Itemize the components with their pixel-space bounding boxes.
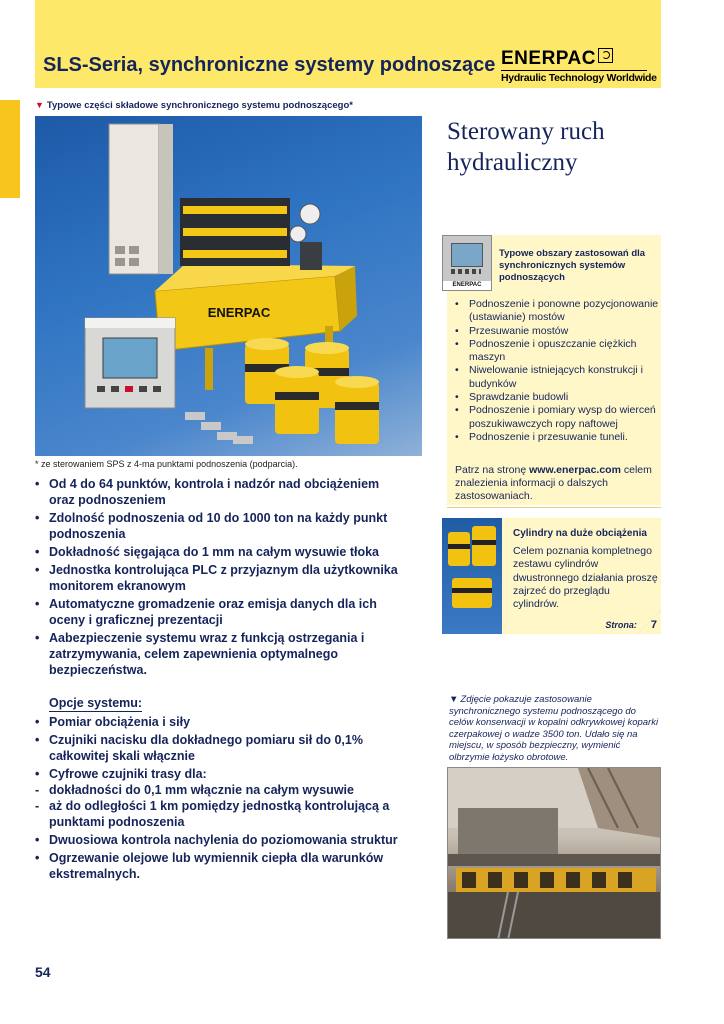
website-note: Patrz na stronę www.enerpac.com celem znalezienia informacji o dalszych zastosowaniach.: [455, 464, 652, 502]
sub-list-item: - aż do odległości 1 km pomiędzy jednostką kontrolującą a punktami podnoszenia: [35, 798, 407, 830]
list-item: • Od 4 do 64 punktów, kontrola i nadzór nad obciążeniem oraz podnoszeniem: [35, 476, 407, 508]
sub-list-item: - dokładności do 0,1 mm włącznie na całym wysuwie: [35, 782, 407, 798]
list-item: • Pomiar obciążenia i siły: [35, 714, 407, 730]
triangle-down-icon: ▼: [35, 100, 44, 110]
divider: [447, 507, 661, 508]
controller-thumbnail: [442, 235, 492, 291]
list-item: • Podnoszenie i przesuwanie tuneli.: [455, 431, 660, 444]
list-item: • Automatyczne gromadzenie oraz emisja danych dla ich oceny i graficznej prezentacji: [35, 596, 407, 628]
page-number: 54: [35, 964, 51, 980]
section-title: Sterowany ruch hydrauliczny: [447, 118, 605, 176]
list-item: • Jednostka kontrolująca PLC z przyjaznym dla użytkownika monitorem ekranowym: [35, 562, 407, 594]
list-item: [35, 766, 407, 830]
list-item: • Podnoszenie i pomiary wysp do wierceń poszukiwawczych ropy naftowej: [455, 404, 660, 431]
list-item: • Podnoszenie i opuszczanie ciężkich maszyn: [455, 338, 660, 365]
main-photo-caption: ▼ Typowe części składowe synchronicznego systemu podnoszącego*: [35, 100, 353, 111]
applications-heading: Typowe obszary zastosowań dla synchronicznych systemów podnoszących: [499, 248, 646, 283]
list-item: • Podnoszenie i ponowne pozycjonowanie (ustawianie) mostów: [455, 298, 660, 325]
list-item-label: Cyfrowe czujniki trasy dla:: [49, 767, 207, 781]
list-item: • Zdolność podnoszenia od 10 do 1000 ton na każdy punkt podnoszenia: [35, 510, 407, 542]
cylinder-group: [245, 338, 379, 444]
website-link[interactable]: www.enerpac.com: [529, 464, 621, 476]
cylinders-heading: Cylindry na duże obciążenia: [513, 528, 647, 539]
list-item: • Ogrzewanie olejowe lub wymiennik ciepła dla warunków ekstremalnych.: [35, 850, 407, 882]
sub-list: [49, 782, 407, 830]
main-photo: [35, 116, 422, 456]
mine-photo-caption: ▼ Zdjęcie pokazuje zastosowanie synchronicznego systemu podnoszącego do celów konserwacji w kopalni odkrywkowej koparki czerpakowej o wadze 3500 ton. Udało się na miejscu, w sposób bezpieczny, wymienić olbrzymie łożysko obrotowe.: [449, 694, 659, 763]
applications-box: [447, 235, 661, 505]
hydraulic-system-illustration: [35, 116, 422, 456]
options-heading: Opcje systemu:: [49, 696, 143, 710]
triangle-down-icon: ▼: [449, 694, 459, 705]
list-item: • Czujniki nacisku dla dokładnego pomiaru sił do 0,1% całkowitej skali włącznie: [35, 732, 407, 764]
list-item: • Dwuosiowa kontrola nachylenia do poziomowania struktur: [35, 832, 407, 848]
side-tab: [0, 100, 20, 198]
cylinders-photo: [442, 518, 502, 634]
list-item: • Przesuwanie mostów: [455, 325, 660, 338]
cylinders-box: [447, 518, 661, 634]
mine-excavator-photo: [447, 767, 661, 939]
page-title: SLS-Seria, synchroniczne systemy podnoszące: [43, 54, 496, 76]
logo-word: ENERPAC: [501, 48, 596, 69]
applications-list: [455, 298, 660, 444]
logo-mark-icon: [598, 48, 613, 63]
feature-list: [35, 476, 407, 680]
page-reference[interactable]: Strona: 7: [605, 619, 657, 631]
list-item: • Niwelowanie istniejących konstrukcji i budynków: [455, 364, 660, 391]
options-list: [35, 714, 407, 884]
list-item: • Aabezpieczenie systemu wraz z funkcją ostrzegania i zatrzymywania, celem zapewnienia optymalnego bezpieczeństwa.: [35, 630, 407, 678]
list-item: • Dokładność sięgająca do 1 mm na całym wysuwie tłoka: [35, 544, 407, 560]
enerpac-logo: [501, 48, 657, 84]
thumbnail-label: ENERPAC: [443, 281, 491, 290]
list-item: • Sprawdzanie budowli: [455, 391, 660, 404]
photo-brand-label: ENERPAC: [207, 305, 271, 320]
logo-tagline: Hydraulic Technology Worldwide: [501, 72, 657, 84]
header-band: [35, 0, 661, 88]
footnote: * ze sterowaniem SPS z 4-ma punktami podnoszenia (podparcia).: [35, 459, 298, 469]
cylinders-text: Celem poznania kompletnego zestawu cylindrów dwustronnego działania proszę zajrzeć do przeglądu cylindrów.: [513, 545, 658, 611]
